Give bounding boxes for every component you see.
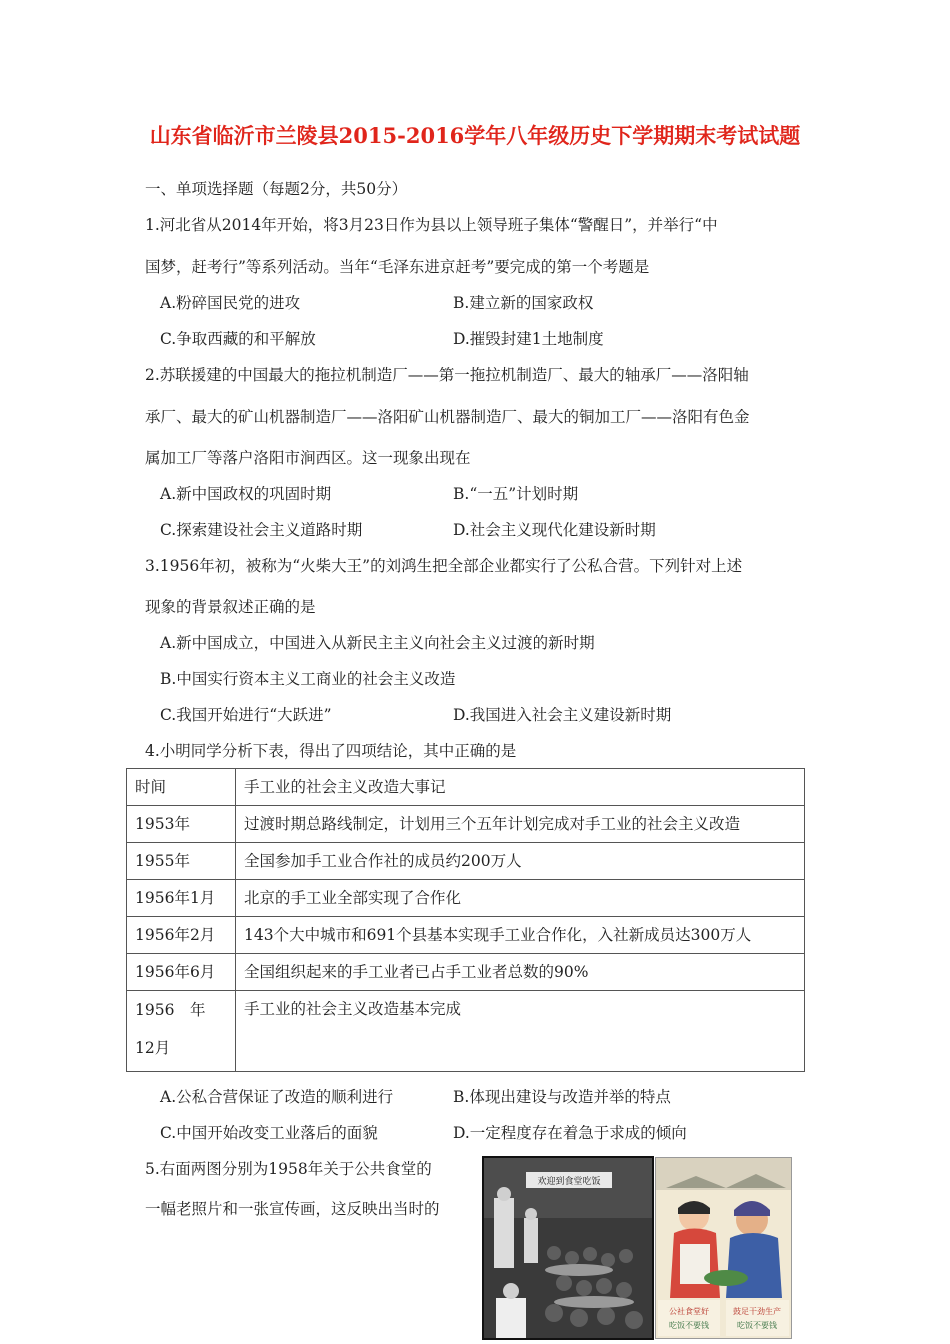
table-cell-date: 1956年2月 <box>127 917 236 954</box>
q4-option-d: D.一定程度存在着急于求成的倾向 <box>453 1124 687 1142</box>
q1-option-d: D.摧毁封建1土地制度 <box>453 330 604 348</box>
photo-banner-text: 欢迎到食堂吃饭 <box>537 1177 601 1187</box>
table-cell-event: 手工业的社会主义改造基本完成 <box>236 991 805 1072</box>
propaganda-poster-image <box>656 1158 791 1338</box>
q5-line-2: 一幅老照片和一张宣传画，这反映出当时的 <box>145 1200 440 1218</box>
table-header-cell: 手工业的社会主义改造大事记 <box>236 769 805 806</box>
q3-option-c: C.我国开始进行“大跃进” <box>160 706 332 724</box>
table-cell-date: 1956 年 12月 <box>127 991 236 1072</box>
q2-option-d: D.社会主义现代化建设新时期 <box>453 521 656 539</box>
page-title: 山东省临沂市兰陵县2015-2016学年八年级历史下学期期末考试试题 <box>149 123 801 148</box>
q3-option-a: A.新中国成立，中国进入从新民主主义向社会主义过渡的新时期 <box>160 634 595 652</box>
poster-caption-right: 鼓足干劲生产 <box>733 1307 781 1316</box>
table-row <box>127 954 805 991</box>
table-cell-date: 1955年 <box>127 843 236 880</box>
table-cell-date: 1956年6月 <box>127 954 236 991</box>
table-row <box>127 843 805 880</box>
q2-option-a: A.新中国政权的巩固时期 <box>160 485 332 503</box>
q3-option-d: D.我国进入社会主义建设新时期 <box>453 706 672 724</box>
table-cell-event: 全国组织起来的手工业者已占手工业者总数的90% <box>236 954 805 991</box>
q1-option-b: B.建立新的国家政权 <box>453 294 594 312</box>
q4-line-1: 4.小明同学分析下表，得出了四项结论，其中正确的是 <box>145 742 517 760</box>
poster-caption-left: 公社食堂好 <box>669 1307 709 1316</box>
q3-line-1: 3.1956年初，被称为“火柴大王”的刘鸿生把全部企业都实行了公私合营。下列针对上述 <box>145 557 743 575</box>
q4-option-a: A.公私合营保证了改造的顺利进行 <box>160 1088 394 1106</box>
table-row <box>127 806 805 843</box>
table-row <box>127 991 805 1072</box>
table-cell-date: 1956年1月 <box>127 880 236 917</box>
q2-option-c: C.探索建设社会主义道路时期 <box>160 521 363 539</box>
table-row <box>127 917 805 954</box>
q2-line-3: 属加工厂等落户洛阳市涧西区。这一现象出现在 <box>145 449 471 467</box>
q2-line-2: 承厂、最大的矿山机器制造厂——洛阳矿山机器制造厂、最大的铜加工厂——洛阳有色金 <box>145 408 750 426</box>
q4-option-b: B.体现出建设与改造并举的特点 <box>453 1088 671 1106</box>
q3-line-2: 现象的背景叙述正确的是 <box>145 598 316 616</box>
table-cell-event: 143个大中城市和691个县基本实现手工业合作化，入社新成员达300万人 <box>236 917 805 954</box>
propaganda-poster <box>655 1157 792 1339</box>
q1-option-a: A.粉碎国民党的进攻 <box>160 294 301 312</box>
table-row <box>127 880 805 917</box>
table-cell-event: 全国参加手工业合作社的成员约200万人 <box>236 843 805 880</box>
poster-caption-right-2: 吃饭不要钱 <box>737 1321 777 1330</box>
q2-line-1: 2.苏联援建的中国最大的拖拉机制造厂——第一拖拉机制造厂、最大的轴承厂——洛阳轴 <box>145 366 749 384</box>
q1-option-c: C.争取西藏的和平解放 <box>160 330 316 348</box>
q2-option-b: B.“一五”计划时期 <box>453 485 579 503</box>
table-cell-date: 1953年 <box>127 806 236 843</box>
table-header-row <box>127 769 805 806</box>
canteen-photo <box>482 1156 654 1340</box>
q1-line-1: 1.河北省从2014年开始，将3月23日作为县以上领导班子集体“警醒日”，并举行“中 <box>145 216 718 234</box>
canteen-photo-image <box>484 1158 652 1338</box>
q3-option-b: B.中国实行资本主义工商业的社会主义改造 <box>160 670 456 688</box>
poster-caption-left-2: 吃饭不要钱 <box>669 1321 709 1330</box>
table-cell-event: 过渡时期总路线制定，计划用三个五年计划完成对手工业的社会主义改造 <box>236 806 805 843</box>
q1-line-2: 国梦，赶考行”等系列活动。当年“毛泽东进京赶考”要完成的第一个考题是 <box>145 258 650 276</box>
section-heading: 一、单项选择题（每题2分，共50分） <box>145 180 408 198</box>
craft-reform-table <box>126 768 805 1072</box>
table-cell-event: 北京的手工业全部实现了合作化 <box>236 880 805 917</box>
q4-option-c: C.中国开始改变工业落后的面貌 <box>160 1124 378 1142</box>
table-header-cell: 时间 <box>127 769 236 806</box>
q5-line-1: 5.右面两图分别为1958年关于公共食堂的 <box>145 1160 432 1178</box>
